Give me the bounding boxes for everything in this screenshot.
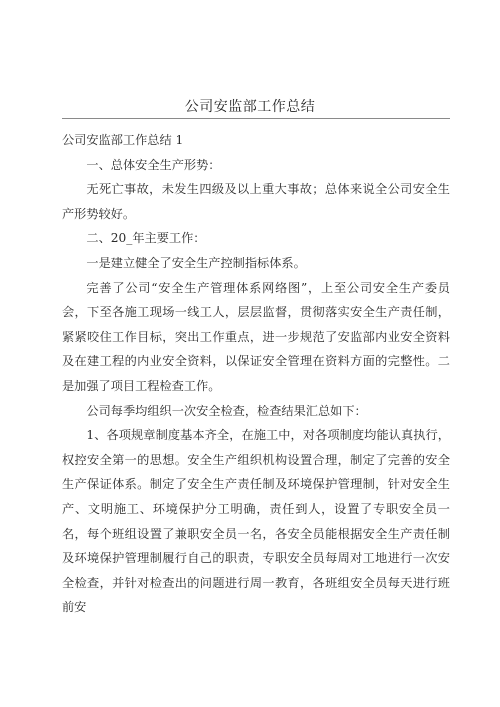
title-divider — [62, 118, 450, 119]
section-subtitle: 公司安监部工作总结 1 — [62, 133, 184, 147]
paragraph: 一、总体安全生产形势： — [86, 157, 221, 172]
document-body — [62, 128, 450, 620]
paragraph: 完善了公司“安全生产管理体系网络图”，上至公司安全生产委员会，下至各施工现场一线工人，层层监督，贯彻落实安全生产责任制，紧紧咬住工作目标，突出工作重点，进一步规范了安监部内业安全资料及在建工程的内业安全资料，以保证安全管理在资料方面的完整性。二是加强了项目工程检查工作。 — [62, 280, 450, 393]
paragraph: 一是建立健全了安全生产控制指标体系。 — [86, 255, 306, 270]
paragraph: 无死亡事故，未发生四级及以上重大事故；总体来说全公司安全生产形势较好。 — [62, 182, 450, 221]
paragraph: 1、各项规章制度基本齐全，在施工中，对各项制度均能认真执行，权控安全第一的思想。安全生产组织机构设置合理，制定了完善的安全生产保证体系。制定了安全生产责任制及环境保护管理制，针对安全生产、文明施工、环境保护分工明确，责任到人，设置了专职安全员一名，每个班组设置了兼职安全员一名，各安全员能根据安全生产责任制及环境保护管理制履行自己的职责，专职安全员每周对工地进行一次安全检查，并针对检查出的问题进行周一教育，各班组安全员每天进行班前安 — [62, 428, 450, 615]
paragraph: 公司每季均组织一次安全检查，检查结果汇总如下： — [86, 403, 367, 418]
document-title: 公司安监部工作总结 — [184, 99, 316, 115]
paragraph: 二、20_年主要工作： — [86, 231, 206, 246]
